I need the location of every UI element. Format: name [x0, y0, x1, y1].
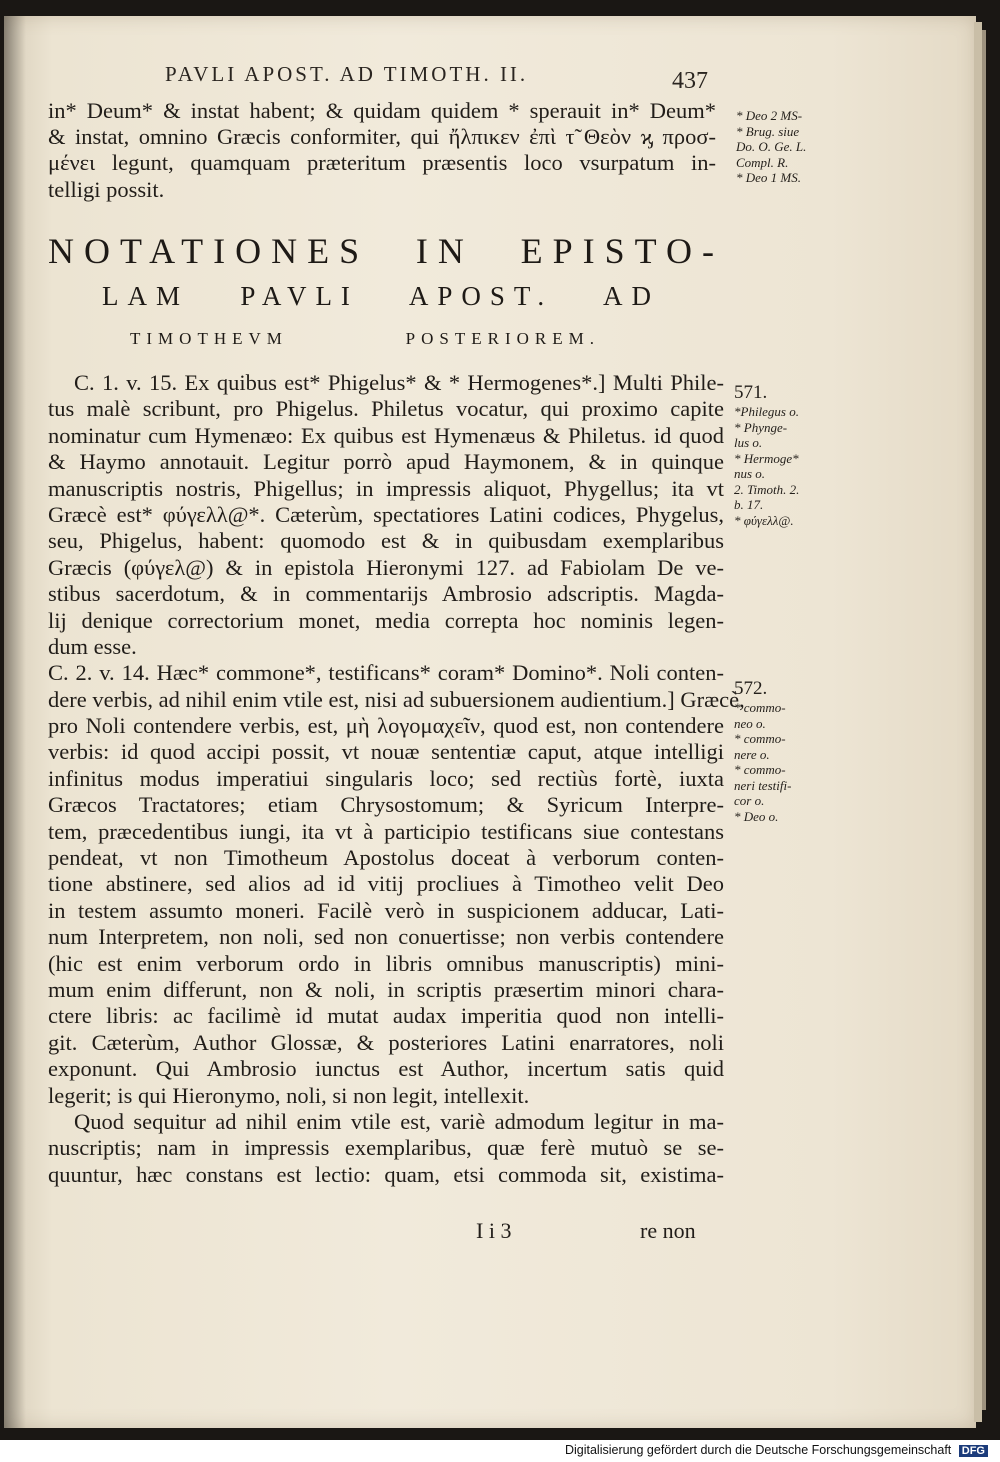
- text-line: ctere libris: ac facilimè id mutat audax imperitia quod non intelli-: [48, 1003, 724, 1029]
- notes-body: [48, 370, 745, 1188]
- text-line: & Haymo annotauit. Legitur porrò apud Haymonem, & in quinque: [48, 449, 724, 475]
- margin-note: * φύγελλ@.: [734, 512, 794, 528]
- dfg-logo: DFG: [959, 1445, 988, 1457]
- margin-notes-572: [734, 678, 791, 824]
- text-line: C. 1. v. 15. Ex quibus est* Phigelus* & * Hermogenes*.] Multi Phile-: [74, 370, 724, 395]
- text-line: pendeat, vt non Timotheum Apostolus doceat à verborum conten-: [48, 845, 724, 871]
- margin-note: 2. Timoth. 2.: [734, 481, 800, 497]
- text-line: quuntur, hæc constans est lectio: quam, etsi commoda sit, existima-: [48, 1161, 724, 1187]
- margin-note: * Deo o.: [734, 808, 779, 824]
- catchword: re non: [640, 1218, 696, 1243]
- section-title-line-2: LAM PAVLI APOST. AD: [102, 281, 660, 311]
- text-line: tione abstinere, sed alios ad id vitij procliues à Timotheo velit Deo: [48, 871, 724, 897]
- text-line: telligi possit.: [48, 176, 165, 202]
- text-line: seu, Phigelus, habent: quomodo est & in quibusdam exemplaribus: [48, 528, 724, 554]
- margin-note: neri testifi-: [734, 777, 792, 793]
- margin-note: * Phynge-: [734, 419, 788, 435]
- margin-note: * Deo 1 MS.: [736, 170, 801, 185]
- margin-note: nere o.: [734, 746, 770, 762]
- text-line: pro Noli contendere verbis, est, μὴ λογομαχεῖν, quod est, non contendere: [48, 713, 724, 739]
- margin-note: * commo-: [734, 762, 786, 777]
- funding-text: Digitalisierung gefördert durch die Deutsche Forschungsgemeinschaft: [564, 1443, 952, 1457]
- page-number: 437: [672, 68, 708, 94]
- continued-text: [48, 98, 716, 203]
- text-line: num Interpretem, non noli, sed non conuertisse; non verbis contendere: [48, 924, 724, 950]
- text-line: in* Deum* & instat habent; & quidam quidem * sperauit in* Deum*: [48, 98, 716, 123]
- text-line: stibus sacerdotum, & in commentarijs Ambrosio adscriptis. Magda-: [48, 581, 724, 607]
- text-line: dere verbis, ad nihil enim vtile est, nisi ad subuersionem audientium.] Græcè,: [48, 686, 745, 712]
- text-line: (hic est enim verborum ordo in libris omnibus manuscriptis) mini-: [48, 950, 724, 976]
- text-line: Quod sequitur ad nihil enim vtile est, variè admodum legitur in ma-: [74, 1108, 724, 1134]
- margin-note: *Philegus o.: [734, 404, 799, 419]
- text-line: Græcos Tractatores; etiam Chrysostomum; & Syricum Interpre-: [48, 792, 724, 818]
- margin-note: * Brug. siue: [736, 123, 800, 139]
- margin-note: Compl. R.: [736, 154, 789, 170]
- text-line: nominatur cum Hymenæo: Ex quibus est Hymenæus & Philetus. id quod: [48, 422, 724, 448]
- text-line: nuscriptis; nam in impressis exemplaribus, quæ ferè mutuò se se-: [48, 1135, 724, 1161]
- margin-note: * commo-: [734, 731, 786, 746]
- margin-note: * commo-: [734, 700, 786, 715]
- text-line: infinitus modus imperatiui singularis loco; sed rectiùs fortè, iuxta: [48, 765, 724, 791]
- text-line: dum esse.: [48, 633, 137, 659]
- text-line: verbis: id quod accipi possit, vt nouæ sententiæ caput, atque intelligi: [48, 739, 724, 765]
- text-line: exponunt. Qui Ambrosio iunctus est Author, incertum satis quid: [48, 1056, 724, 1082]
- margin-note: lus o.: [734, 435, 763, 450]
- signature-mark: I i 3: [476, 1218, 512, 1243]
- text-line: Græcis (φύγελ@) & in epistola Hieronymi 127. ad Fabiolam De ve-: [48, 554, 724, 580]
- text-line: μένει legunt, quamquam præteritum præsentis loco vsurpatum in-: [48, 150, 716, 176]
- margin-note: b. 17.: [734, 497, 764, 512]
- text-line: in testem assumto moneri. Facilè verò in suspicionem adducar, Lati-: [48, 897, 724, 923]
- page-edge: [974, 22, 982, 1422]
- text-line: mum enim differunt, non & noli, in scriptis præsertim minori chara-: [48, 976, 724, 1002]
- margin-note: * Deo 2 MS-: [736, 108, 803, 123]
- margin-note: neo o.: [734, 715, 766, 731]
- text-line: legerit; is qui Hieronymo, noli, si non legit, intellexit.: [48, 1082, 530, 1108]
- margin-notes-top: [736, 108, 806, 186]
- margin-section-number: 572.: [734, 678, 768, 699]
- text-line: Græcè est* φύγελλ@*. Cæterùm, spectatiores Latini codices, Phygelus,: [48, 501, 724, 527]
- text-line: tus malè scribunt, pro Phigelus. Philetus vocatur, qui proximo capite: [48, 396, 724, 422]
- margin-note: * Hermoge*: [734, 450, 799, 466]
- running-head: PAVLI APOST. AD TIMOTH. II.: [165, 62, 529, 86]
- page-edge-shadow: [982, 30, 986, 1410]
- margin-note: nus o.: [734, 466, 766, 481]
- margin-note: Do. O. Ge. L.: [736, 139, 807, 154]
- text-line: tem, præcedentibus iungi, ita vt à participio testificans siue contestans: [48, 818, 724, 844]
- text-line: manuscriptis nostris, Phigellus; in impressis aliquot, Phygellus; ita vt: [48, 475, 724, 501]
- footer-bar: [0, 1440, 1000, 1462]
- margin-section-number: 571.: [734, 382, 768, 403]
- text-line: git. Cæterùm, Author Glossæ, & posteriores Latini enarratores, noli: [48, 1029, 724, 1055]
- text-line: C. 2. v. 14. Hæc* commone*, testificans* coram* Domino*. Noli conten-: [48, 660, 724, 686]
- funding-notice: [565, 1443, 988, 1457]
- margin-note: cor o.: [734, 793, 765, 808]
- text-line: lij denique correctorium monet, media correpta hoc nominis legen-: [48, 607, 724, 633]
- margin-notes-571: [734, 382, 799, 528]
- section-title-line-1: NOTATIONES IN EPISTO-: [48, 231, 724, 271]
- text-line: & instat, omnino Græcis conformiter, qui ἤλπικεν ἐπὶ τ̃ Θεὸν ϗ προσ-: [48, 124, 716, 150]
- page-gutter-shadow: [4, 16, 26, 1428]
- section-title-line-3: TIMOTHEVM POSTERIOREM.: [130, 329, 600, 348]
